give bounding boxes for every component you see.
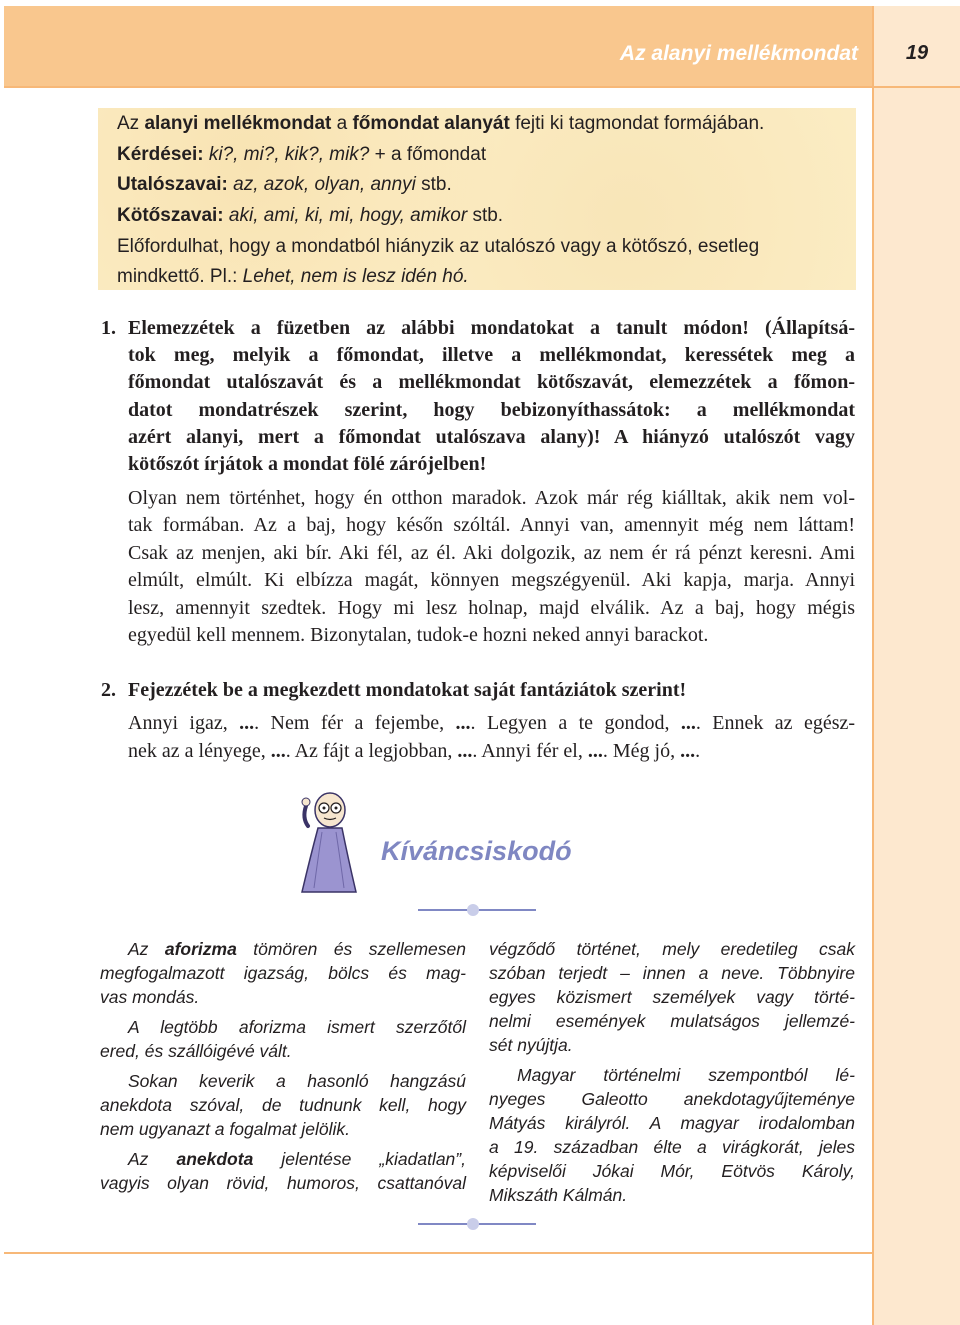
paragraph xyxy=(489,1063,855,1207)
page-bottom-line xyxy=(4,1252,872,1254)
blank: ... xyxy=(680,712,696,734)
definition-box xyxy=(98,108,856,290)
paragraph xyxy=(100,1147,466,1195)
column-line: vas mondás. xyxy=(100,987,200,1007)
column-line: nelmi események mulatságos jellemzé- xyxy=(489,1011,855,1031)
column-line: anekdota szóval, de tudnunk kell, hogy xyxy=(100,1095,466,1115)
label: Utalószavai: xyxy=(117,174,228,195)
text: . Legyen a te gondod, xyxy=(470,712,681,734)
paragraph xyxy=(489,937,855,1057)
example: Lehet, nem is lesz idén hó. xyxy=(242,266,469,287)
instruction-line: datot mondatrészek szerint, hogy bebizonyíthassátok: a mellékmondat xyxy=(128,398,855,421)
text: Az xyxy=(117,113,145,134)
sentence-line: lesz, amennyit szedtek. Hogy mi lesz holnap, majd elválik. Az a baj, hogy mégis xyxy=(128,596,855,619)
text: mindkettő. Pl.: xyxy=(117,266,243,287)
page-number: 19 xyxy=(905,42,929,64)
section-divider-top xyxy=(418,904,536,916)
text: . Annyi fér el, xyxy=(472,740,588,762)
column-line: vagyis olyan rövid, humoros, csattanóval xyxy=(100,1173,466,1193)
text: . Nem fér a fejembe, xyxy=(254,712,456,734)
text: . Az fájt a legjobban, xyxy=(285,740,458,762)
text: . Még jó, xyxy=(602,740,681,762)
text: fejti ki tagmondat formájában. xyxy=(509,113,765,134)
column-line: Az aforizma tömören és szellemesen xyxy=(128,939,466,959)
chapter-title: Az alanyi mellékmondat xyxy=(619,42,858,65)
sentence-line: Csak az menjen, aki bír. Aki fél, az él. Aki dolgozik, az nem ér rá pénzt keresni. Ami xyxy=(128,541,855,564)
column-line: képviselői Jókai Mór, Eötvös Károly, xyxy=(489,1161,855,1181)
mascot-illustration xyxy=(296,788,372,896)
instruction-line: azért alanyi, mert a főmondat utalószava alany)! A hiányzó utalószót vagy xyxy=(128,425,855,448)
exercise-2-line-1 xyxy=(128,712,855,735)
column-line: Magyar történelmi szempontból lé- xyxy=(517,1065,855,1085)
column-line: végződő történet, mely eredetileg csak xyxy=(489,939,855,959)
sentence-line: elmúlt, elmúlt. Ki elbízza magát, könnyen megszégyenül. Aki kapja, marja. Annyi xyxy=(128,569,855,592)
column-line: ered, és szállóigévé vált. xyxy=(100,1041,292,1061)
section-divider-bottom xyxy=(418,1218,536,1230)
label: Kötőszavai: xyxy=(117,205,224,226)
left-column xyxy=(100,937,466,1201)
examples: aki, ami, ki, mi, hogy, amikor xyxy=(223,205,468,226)
blank: ... xyxy=(680,740,696,762)
instruction-line: főmondat utalószavát és a mellékmondat kötőszavát, elemezzétek a főmon- xyxy=(128,371,855,394)
column-line: Mátyás királyról. A magyar irodalomban xyxy=(489,1113,855,1133)
page-number-box xyxy=(874,6,960,86)
text: Annyi igaz, xyxy=(128,712,240,734)
note-line: Előfordulhat, hogy a mondatból hiányzik az utalószó vagy a kötőszó, esetleg xyxy=(117,236,760,257)
paragraph xyxy=(100,937,466,1009)
column-line xyxy=(100,1147,466,1171)
text: stb. xyxy=(415,174,452,195)
right-column xyxy=(489,937,855,1213)
exercise-1-number: 1. xyxy=(101,317,116,339)
column-line: A legtöbb aforizma ismert szerzőtől xyxy=(128,1017,466,1037)
column-line: a 19. században élte a virágkorát, jeles xyxy=(489,1137,855,1157)
text: jelentése „kiadatlan”, xyxy=(253,1149,466,1169)
blank: ... xyxy=(270,740,286,762)
blank: ... xyxy=(239,712,255,734)
text: nek az a lényege, xyxy=(128,740,271,762)
term: aforizma xyxy=(164,939,237,959)
blank: ... xyxy=(587,740,603,762)
kivancsiskodo-title: Kíváncsiskodó xyxy=(381,836,572,866)
column-line: egyes közismert személyek vagy törté- xyxy=(489,987,855,1007)
right-margin-strip xyxy=(874,88,960,1325)
questions-line xyxy=(117,140,486,170)
text: Az xyxy=(128,1149,177,1169)
text: . xyxy=(695,740,701,762)
instruction-line: kötőszót írjátok a mondat fölé zárójelben! xyxy=(128,453,487,475)
text: stb. xyxy=(467,205,504,226)
reference-words-line xyxy=(117,170,452,200)
sentence-line: Olyan nem történhet, hogy én otthon maradok. Azok már rég kiálltak, akik nem vol- xyxy=(128,487,855,509)
example-line xyxy=(117,262,469,292)
exercise-2-number: 2. xyxy=(101,679,116,701)
header-band xyxy=(4,6,872,86)
column-line: megfogalmazott igazság, bölcs és mag- xyxy=(100,963,466,983)
column-line: nem ugyanazt a fogalmat jelölik. xyxy=(100,1119,350,1139)
header-divider xyxy=(4,86,960,88)
term: alanyi mellékmondat xyxy=(144,113,332,134)
text: a xyxy=(331,113,353,134)
text: . Ennek az egész- xyxy=(695,712,856,734)
column-line: Sokan keverik a hasonló hangzású xyxy=(128,1071,466,1091)
instruction-line: Elemezzétek a füzetben az alábbi mondatokat a tanult módon! (Állapítsá- xyxy=(128,317,855,339)
exercise-2-line-2 xyxy=(128,740,855,763)
column-line: Mikszáth Kálmán. xyxy=(489,1185,628,1205)
column-line: nyeges Galeotto anekdotagyűjteménye xyxy=(489,1089,855,1109)
sentence-line: egyedül kell mennem. Bizonytalan, tudok-e hozni neked annyi barackot. xyxy=(128,624,709,646)
blank: ... xyxy=(455,712,471,734)
conjunctions-line xyxy=(117,201,503,231)
column-line: szóban terjedt – innen a neve. Többnyire xyxy=(489,963,855,983)
sentence-line: tak formában. Az a baj, hogy későn szóltál. Annyi van, amennyit még nem láttam! xyxy=(128,514,855,537)
label: Kérdései: xyxy=(117,144,204,165)
paragraph xyxy=(100,1069,466,1141)
column-line: sét nyújtja. xyxy=(489,1035,573,1055)
margin-divider xyxy=(872,6,874,1325)
term: főmondat alanyát xyxy=(352,113,510,134)
paragraph xyxy=(100,1015,466,1063)
text: + a főmondat xyxy=(369,144,487,165)
blank: ... xyxy=(457,740,473,762)
exercise-2-instruction: Fejezzétek be a megkezdett mondatokat saját fantáziátok szerint! xyxy=(128,679,687,701)
definition-line xyxy=(117,109,764,139)
examples: ki?, mi?, kik?, mik? xyxy=(203,144,370,165)
term: anekdota xyxy=(176,1149,254,1169)
examples: az, azok, olyan, annyi xyxy=(227,174,416,195)
instruction-line: tok meg, melyik a főmondat, illetve a mellékmondat, keressétek meg a xyxy=(128,344,855,367)
